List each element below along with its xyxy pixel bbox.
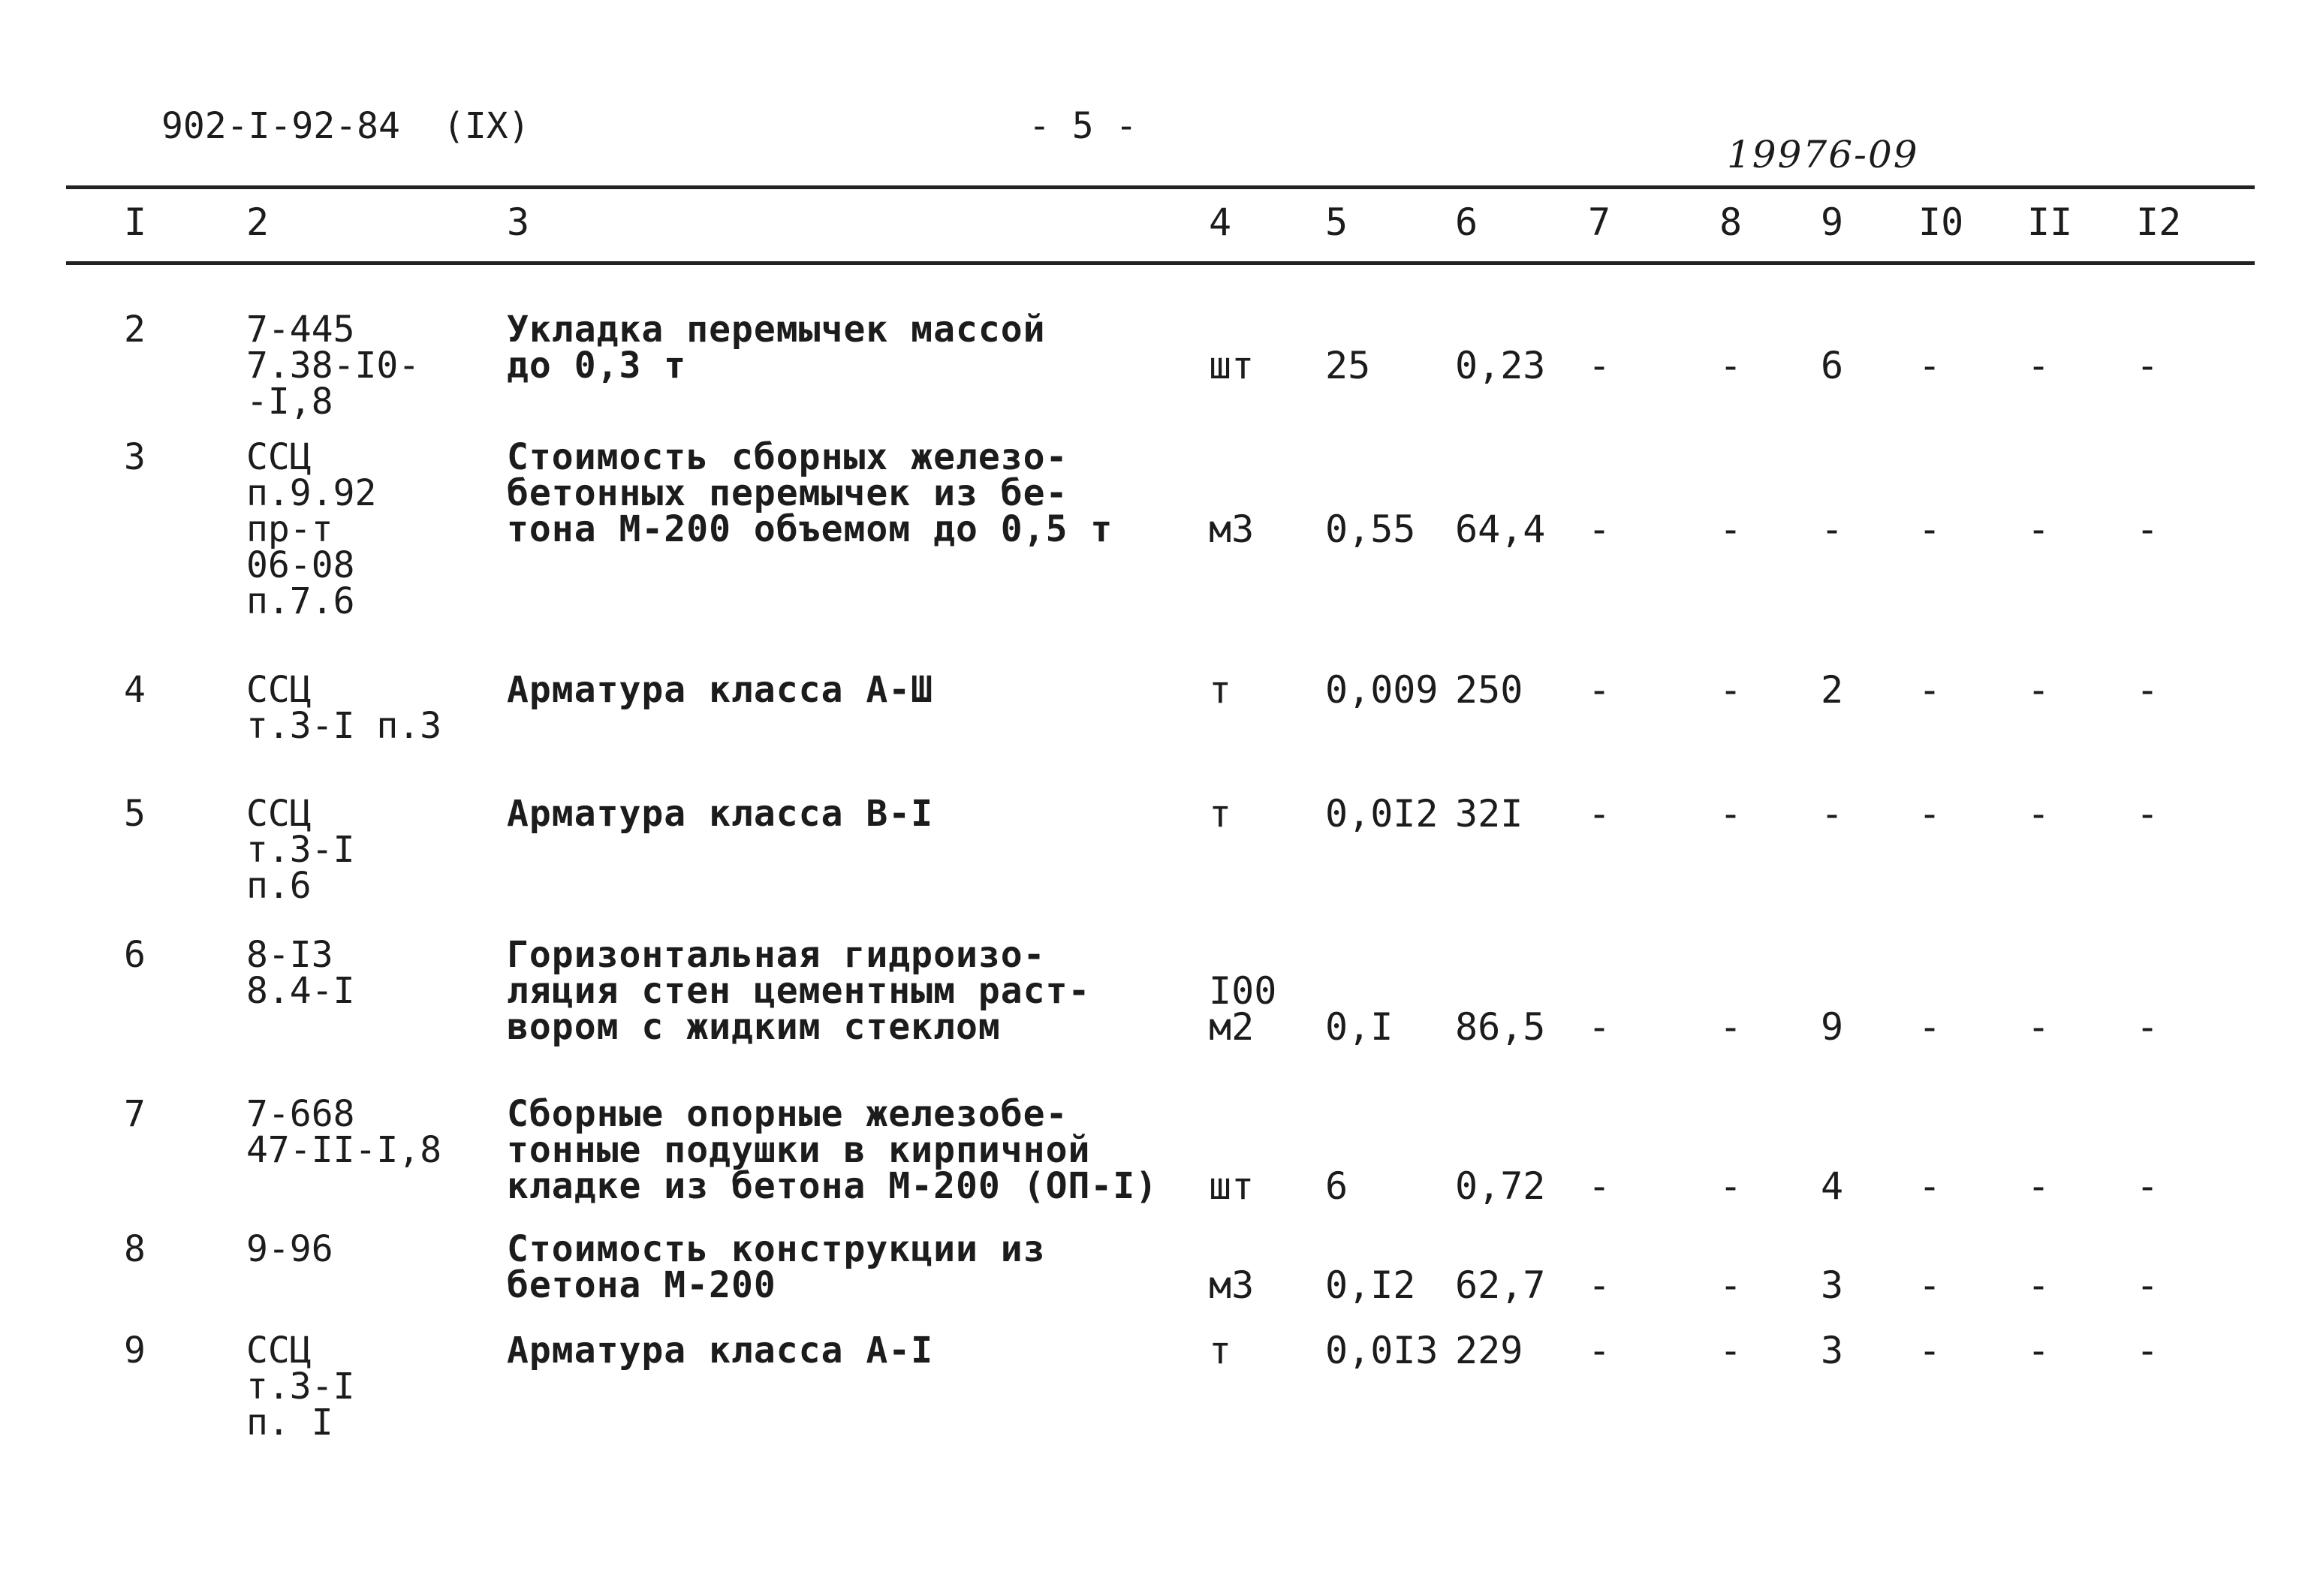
cell-unit: м3	[1209, 507, 1255, 551]
cell-ref: 8-I3 8.4-I	[246, 934, 355, 1012]
column-header-12: I2	[2136, 200, 2182, 244]
cell-c8: -	[1719, 1164, 1743, 1208]
column-header-11: II	[2027, 200, 2073, 244]
cell-c9: 9	[1821, 1005, 1844, 1049]
cell-c8: -	[1719, 507, 1743, 551]
cell-c12: -	[2136, 792, 2159, 836]
column-header-8: 8	[1719, 200, 1743, 244]
cell-ref: ССЦ т.3-I п.3	[246, 669, 442, 747]
cell-c12: -	[2136, 1329, 2159, 1372]
column-header-1: I	[124, 200, 147, 244]
column-header-5: 5	[1325, 200, 1348, 244]
cell-c7: -	[1588, 344, 1611, 387]
cell-c11: -	[2027, 1005, 2050, 1049]
section-marker: (IX)	[443, 105, 530, 147]
cell-price: 64,4	[1455, 507, 1546, 551]
cell-c9: -	[1821, 792, 1844, 836]
cell-c12: -	[2136, 668, 2159, 712]
cell-n: 2	[124, 309, 146, 351]
cell-c7: -	[1588, 1005, 1611, 1049]
cell-c11: -	[2027, 1263, 2050, 1307]
cell-n: 4	[124, 669, 146, 711]
cell-n: 5	[124, 793, 146, 835]
cell-price: 0,23	[1455, 344, 1546, 387]
cell-c12: -	[2136, 1263, 2159, 1307]
cell-c12: -	[2136, 1005, 2159, 1049]
cell-c10: -	[1918, 1005, 1942, 1049]
cell-c11: -	[2027, 792, 2050, 836]
cell-c10: -	[1918, 668, 1942, 712]
cell-ref: ССЦ п.9.92 пр-т 06-08 п.7.6	[246, 436, 377, 622]
cell-c9: 3	[1821, 1329, 1844, 1372]
cell-c12: -	[2136, 507, 2159, 551]
cell-c10: -	[1918, 1164, 1942, 1208]
cell-ref: 7-668 47-II-I,8	[246, 1093, 442, 1171]
document-code: 902-I-92-84	[161, 105, 400, 147]
cell-c11: -	[2027, 668, 2050, 712]
cell-n: 7	[124, 1093, 146, 1135]
table-header-rule	[66, 261, 2255, 265]
cell-n: 3	[124, 436, 146, 478]
cell-ref: ССЦ т.3-I п. I	[246, 1329, 355, 1444]
cell-qty: 0,I2	[1325, 1263, 1416, 1307]
cell-qty: 0,0I3	[1325, 1329, 1439, 1372]
column-header-6: 6	[1455, 200, 1478, 244]
cell-n: 8	[124, 1228, 146, 1270]
cell-c7: -	[1588, 1263, 1611, 1307]
cell-c7: -	[1588, 792, 1611, 836]
column-header-9: 9	[1821, 200, 1844, 244]
cell-c10: -	[1918, 344, 1942, 387]
cell-c11: -	[2027, 507, 2050, 551]
cell-price: 86,5	[1455, 1005, 1546, 1049]
cell-c11: -	[2027, 344, 2050, 387]
cell-qty: 6	[1325, 1164, 1348, 1208]
cell-c10: -	[1918, 507, 1942, 551]
cell-c7: -	[1588, 668, 1611, 712]
cell-c8: -	[1719, 668, 1743, 712]
cell-n: 9	[124, 1329, 146, 1372]
cell-desc: Горизонтальная гидроизо- ляция стен цементным раст- вором с жидким стеклом	[507, 934, 1091, 1048]
cell-c9: 2	[1821, 668, 1844, 712]
cell-qty: 0,009	[1325, 668, 1439, 712]
cell-c12: -	[2136, 344, 2159, 387]
column-header-3: 3	[507, 200, 530, 244]
page-number: - 5 -	[1029, 105, 1137, 147]
cell-qty: 0,55	[1325, 507, 1416, 551]
cell-c8: -	[1719, 1005, 1743, 1049]
cell-c8: -	[1719, 344, 1743, 387]
cell-c12: -	[2136, 1164, 2159, 1208]
cell-qty: 0,I	[1325, 1005, 1394, 1049]
cell-c10: -	[1918, 1263, 1942, 1307]
cell-n: 6	[124, 934, 146, 976]
cell-desc: Арматура класса В-I	[507, 793, 934, 835]
cell-price: 32I	[1455, 792, 1523, 836]
cell-unit: т	[1209, 668, 1232, 712]
column-header-10: I0	[1918, 200, 1964, 244]
cell-price: 250	[1455, 668, 1523, 712]
cell-qty: 25	[1325, 344, 1371, 387]
cell-c9: 6	[1821, 344, 1844, 387]
cell-c7: -	[1588, 507, 1611, 551]
cell-desc: Арматура класса А-I	[507, 1329, 934, 1372]
cell-unit: шт	[1209, 1164, 1255, 1208]
cell-desc: Стоимость конструкции из бетона М-200	[507, 1228, 1046, 1306]
cell-c8: -	[1719, 792, 1743, 836]
cell-c11: -	[2027, 1164, 2050, 1208]
cell-price: 229	[1455, 1329, 1523, 1372]
table-top-rule	[66, 185, 2255, 189]
cell-c10: -	[1918, 792, 1942, 836]
cell-ref: ССЦ т.3-I п.6	[246, 793, 355, 907]
cell-desc: Стоимость сборных железо- бетонных перемычек из бе- тона М-200 объемом до 0,5 т	[507, 436, 1113, 550]
cell-price: 0,72	[1455, 1164, 1546, 1208]
cell-c7: -	[1588, 1164, 1611, 1208]
cell-c8: -	[1719, 1263, 1743, 1307]
cell-c9: -	[1821, 507, 1844, 551]
cell-unit: т	[1209, 1329, 1232, 1372]
inventory-number: 19976-09	[1727, 133, 1919, 176]
cell-desc: Укладка перемычек массой до 0,3 т	[507, 309, 1046, 387]
cell-ref: 7-445 7.38-I0- -I,8	[246, 309, 420, 423]
column-header-7: 7	[1588, 200, 1611, 244]
cell-qty: 0,0I2	[1325, 792, 1439, 836]
column-header-4: 4	[1209, 200, 1232, 244]
column-header-2: 2	[246, 200, 270, 244]
cell-c9: 4	[1821, 1164, 1844, 1208]
cell-unit: м3	[1209, 1263, 1255, 1307]
cell-c8: -	[1719, 1329, 1743, 1372]
cell-price: 62,7	[1455, 1263, 1546, 1307]
cell-desc: Сборные опорные железобе- тонные подушки в кирпичной кладке из бетона М-200 (ОП-I)	[507, 1093, 1159, 1207]
cell-unit: I00 м2	[1209, 969, 1277, 1049]
cell-unit: т	[1209, 792, 1232, 836]
cell-c11: -	[2027, 1329, 2050, 1372]
cell-c9: 3	[1821, 1263, 1844, 1307]
cell-c10: -	[1918, 1329, 1942, 1372]
cell-desc: Арматура класса А-Ш	[507, 669, 934, 711]
cell-c7: -	[1588, 1329, 1611, 1372]
cell-ref: 9-96	[246, 1228, 333, 1270]
cell-unit: шт	[1209, 344, 1255, 387]
